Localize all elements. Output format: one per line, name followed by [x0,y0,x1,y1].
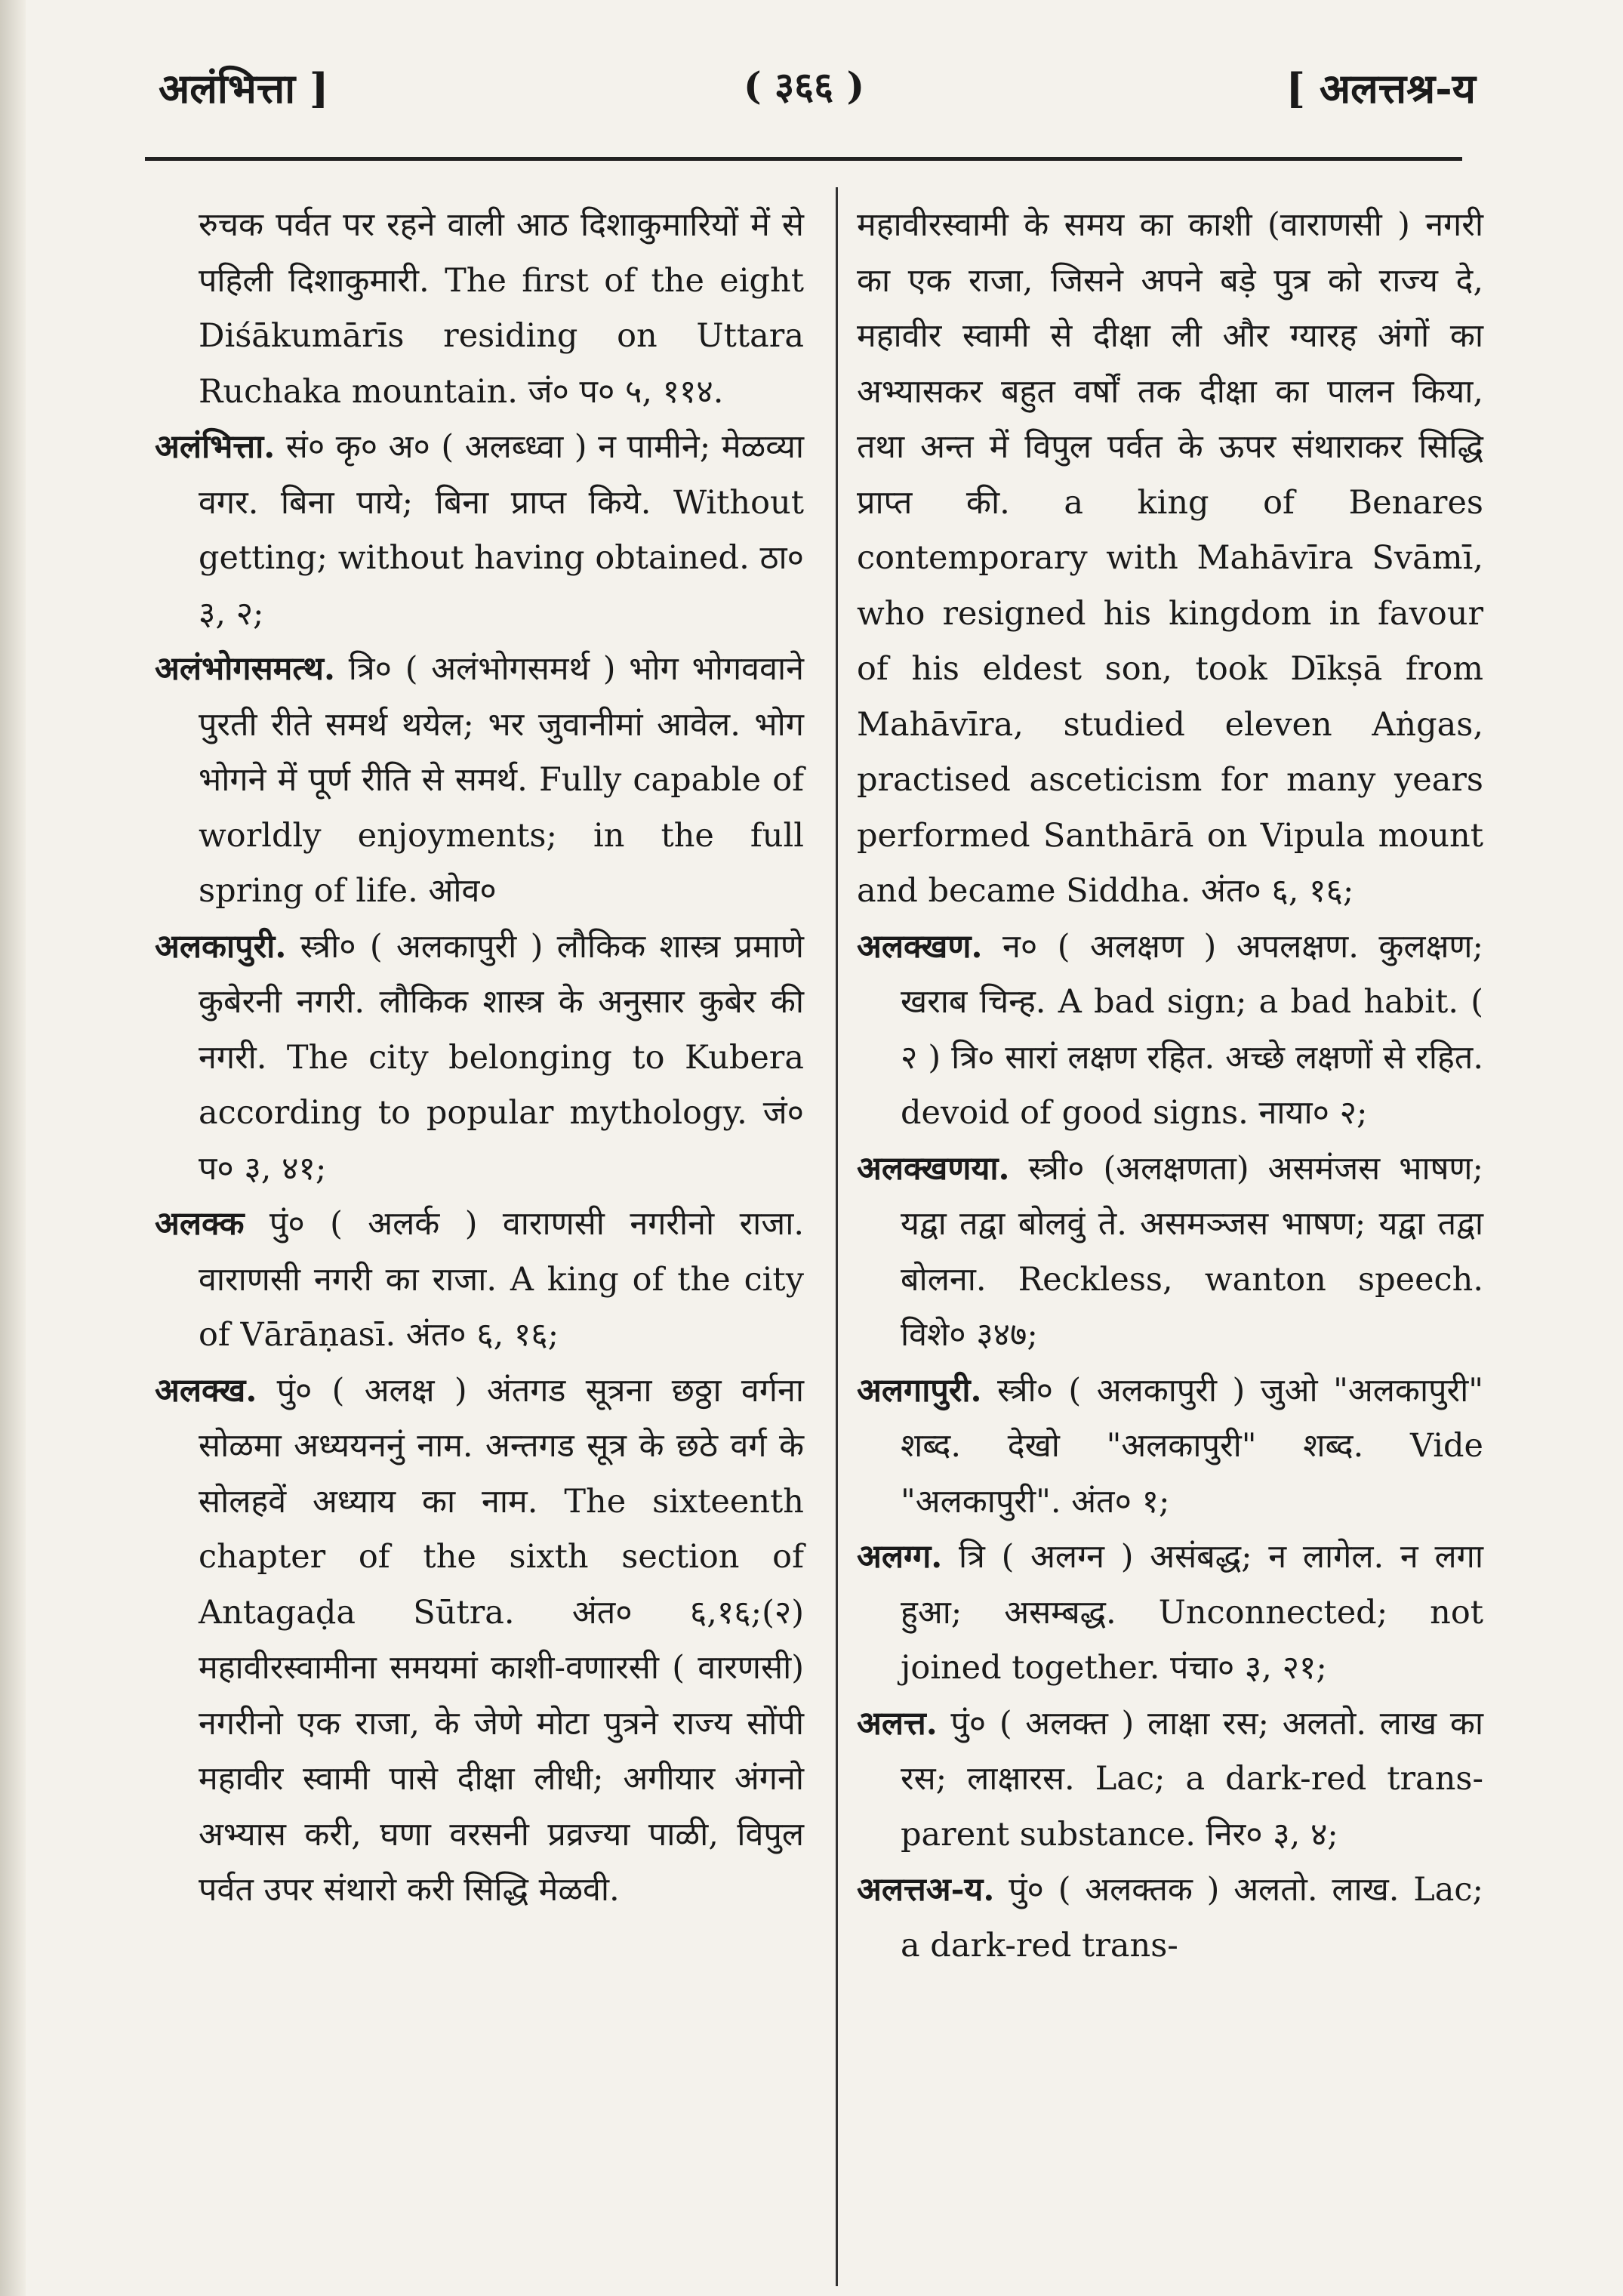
entry-definition: न० ( अलक्षण ) अपलक्षण. कुलक्षण; खराब चिन्ह. A bad sign; a bad habit. ( २ ) त्रि० सारां लक्षण रहित. अच्छे लक्षणों से रहित. devoid of good signs. नाया० २; [901,927,1483,1132]
page-spine-shadow [0,0,26,2296]
left-column [155,198,804,1918]
column-divider [836,187,838,2286]
header-left-guideword: अलंभित्ता ] [159,64,329,112]
entry-definition: स्त्री० (अलक्षणता) असमंजस भाषण; यद्वा तद्वा बोलवुं ते. असमञ्जस भाषण; यद्वा तद्वा बोलना. Reckless, wanton speech. विशे० ३४७; [901,1149,1484,1354]
dictionary-entry [857,1364,1483,1530]
header-right-guideword: [ अलत्तश्र-य [1286,64,1476,112]
dictionary-entry [857,1530,1483,1697]
entry-headword: अलंभित्ता. [155,428,276,466]
entry-definition: सं० कृ० अ० ( अलब्ध्वा ) न पामीने; मेळव्या वगर. बिना पाये; बिना प्राप्त किये. Without getting; without having obtained. ठा० ३, २; [199,428,804,633]
dictionary-entry [155,920,804,1197]
entry-headword: अलकापुरी. [155,927,287,966]
entry-headword: अलत्तअ-य. [857,1871,995,1909]
entry-headword: अलग्ग. [857,1538,943,1576]
entry-headword: अलत्त. [857,1704,938,1743]
dictionary-entry [155,420,804,642]
entry-headword: अलक्खण. [857,927,983,966]
dictionary-entry-continuation: रुचक पर्वत पर रहने वाली आठ दिशाकुमारियों में से पहिली दिशाकुमारी. The first of the eight Diśākumārīs residing on Uttara Ruchaka mountain. जं० प० ५, ११४. [199,206,804,411]
dictionary-entry [155,1364,804,1918]
entry-definition: स्त्री० ( अलकापुरी ) लौकिक शास्त्र प्रमाणे कुबेरनी नगरी. लौकिक शास्त्र के अनुसार कुबेर की नगरी. The city belonging to Kubera according to popular mythology. जं० प० ३, ४१; [199,927,804,1188]
dictionary-entry [155,1197,804,1364]
entry-headword: अलंभोगसमत्थ. [155,650,335,688]
entry-definition: पुं० ( अलर्क ) वाराणसी नगरीनो राजा. वाराणसी नगरी का राजा. A king of the city of Vārāṇasī. अंत० ६, १६; [199,1205,804,1354]
entry-definition: पुं० ( अलक्ष ) अंतगड सूत्रना छठ्ठा वर्गना सोळमा अध्ययननुं नाम. अन्तगड सूत्र के छठे वर्ग के सोलहवें अध्याय का नाम. The sixteenth chapter of the sixth section of Antagaḍa Sūtra. अंत० ६,१६;(२) महावीरस्वामीना समयमां काशी-वणारसी ( वारणसी) नगरीनो एक राजा, के जेणे मोटा पुत्रने राज्य सोंपी महावीर स्वामी पासे दीक्षा लीधी; अगीयार अंगनो अभ्यास करी, घणा वरसनी प्रव्रज्या पाळी, विपुल पर्वत उपर संथारो करी सिद्धि मेळवी. [199,1371,805,1909]
dictionary-entry [857,1863,1483,1974]
entry-headword: अलगापुरी. [857,1371,982,1410]
entry-definition: पुं० ( अलक्त ) लाक्षा रस; अलतो. लाख का रस; लाक्षारस. Lac; a dark-red trans-parent substance. निर० ३, ४; [901,1704,1483,1854]
dictionary-entry [857,1142,1483,1364]
entry-definition: त्रि० ( अलंभोगसमर्थ ) भोग भोगववाने पुरती रीते समर्थ थयेल; भर जुवानीमां आवेल. भोग भोगने में पूर्ण रीति से समर्थ. Fully capable of worldly enjoyments; in the full spring of life. ओव० [199,650,805,910]
dictionary-entry-continuation: महावीरस्वामी के समय का काशी (वाराणसी ) नगरी का एक राजा, जिसने अपने बड़े पुत्र को राज्य दे, महावीर स्वामी से दीक्षा ली और ग्यारह अंगों का अभ्यासकर बहुत वर्षों तक दीक्षा का पालन किया, तथा अन्त में विपुल पर्वत के ऊपर संथाराकर सिद्धि प्राप्त की. a king of Benares contemporary with Mahāvīra Svāmī, who resigned his kingdom in favour of his eldest son, took Dīkṣā from Mahāvīra, studied eleven Aṅgas, practised asceticism for many years performed Santhārā on Vipula mount and became Siddha. अंत० ६, १६; [857,206,1483,910]
page-header [0,59,1623,119]
entry-headword: अलक्खणया. [857,1149,1010,1188]
page-number: ( ३६६ ) [744,63,865,108]
entry-definition: पुं० ( अलक्तक ) अलतो. लाख. Lac; a dark-red trans- [901,1871,1483,1965]
header-rule [145,157,1462,161]
entry-headword: अलक्क [155,1205,245,1243]
entry-headword: अलक्ख. [155,1371,257,1410]
dictionary-entry [857,920,1483,1142]
entry-definition: त्रि ( अलग्न ) असंबद्ध; न लागेल. न लगा हुआ; असम्बद्ध. Unconnected; not joined together. पंचा० ३, २१; [901,1538,1483,1687]
dictionary-entry [857,1697,1483,1863]
right-column [857,198,1483,1974]
dictionary-entry [155,642,804,920]
entry-definition: स्त्री० ( अलकापुरी ) जुओ "अलकापुरी" शब्द. देखो "अलकापुरी" शब्द. Vide "अलकापुरी". अंत० १; [901,1371,1484,1521]
